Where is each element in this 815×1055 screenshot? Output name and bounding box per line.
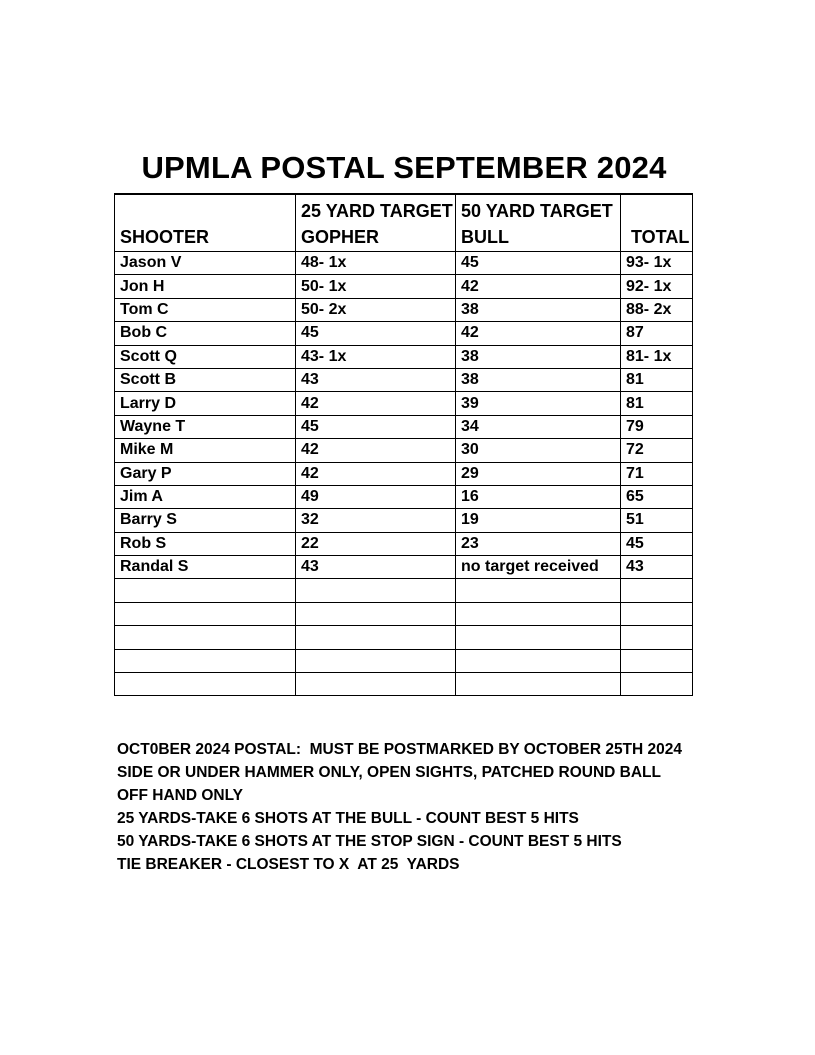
yard25-cell: 42 bbox=[296, 439, 456, 462]
yard25-cell: 22 bbox=[296, 532, 456, 555]
note-line: OCT0BER 2024 POSTAL: MUST BE POSTMARKED BY OCTOBER 25TH 2024 bbox=[117, 741, 683, 758]
table-row bbox=[115, 439, 693, 462]
yard50-cell: no target received bbox=[456, 556, 621, 579]
yard50-cell: 23 bbox=[456, 532, 621, 555]
shooter-cell: Scott B bbox=[115, 368, 296, 391]
empty-cell bbox=[456, 626, 621, 649]
table-row bbox=[115, 509, 693, 532]
header-shooter: SHOOTER bbox=[115, 194, 296, 252]
yard50-cell: 34 bbox=[456, 415, 621, 438]
table-row bbox=[115, 275, 693, 298]
note-line: SIDE OR UNDER HAMMER ONLY, OPEN SIGHTS, PATCHED ROUND BALL bbox=[117, 764, 661, 781]
shooter-cell: Tom C bbox=[115, 298, 296, 321]
yard50-cell: 29 bbox=[456, 462, 621, 485]
table-row bbox=[115, 345, 693, 368]
empty-row bbox=[115, 673, 693, 696]
empty-cell bbox=[115, 626, 296, 649]
table-row bbox=[115, 462, 693, 485]
shooter-cell: Randal S bbox=[115, 556, 296, 579]
table-header-row bbox=[115, 194, 693, 252]
table-row bbox=[115, 485, 693, 508]
empty-cell bbox=[456, 579, 621, 602]
header-50-yard: 50 YARD TARGET BULL bbox=[456, 194, 621, 252]
empty-row bbox=[115, 626, 693, 649]
shooter-cell: Scott Q bbox=[115, 345, 296, 368]
shooter-cell: Rob S bbox=[115, 532, 296, 555]
table-row bbox=[115, 415, 693, 438]
empty-cell bbox=[456, 673, 621, 696]
yard50-cell: 38 bbox=[456, 298, 621, 321]
total-cell: 81- 1x bbox=[621, 345, 693, 368]
total-cell: 45 bbox=[621, 532, 693, 555]
shooter-cell: Jon H bbox=[115, 275, 296, 298]
yard25-cell: 43 bbox=[296, 368, 456, 391]
empty-cell bbox=[115, 602, 296, 625]
empty-cell bbox=[296, 579, 456, 602]
yard25-cell: 42 bbox=[296, 462, 456, 485]
empty-cell bbox=[115, 673, 296, 696]
total-cell: 88- 2x bbox=[621, 298, 693, 321]
empty-cell bbox=[296, 649, 456, 672]
empty-cell bbox=[296, 673, 456, 696]
empty-cell bbox=[456, 649, 621, 672]
yard50-cell: 38 bbox=[456, 345, 621, 368]
table-row bbox=[115, 532, 693, 555]
empty-cell bbox=[296, 602, 456, 625]
total-cell: 71 bbox=[621, 462, 693, 485]
shooter-cell: Jason V bbox=[115, 252, 296, 275]
total-cell: 65 bbox=[621, 485, 693, 508]
table-row bbox=[115, 556, 693, 579]
empty-cell bbox=[621, 626, 693, 649]
empty-row bbox=[115, 649, 693, 672]
note-line: 50 YARDS-TAKE 6 SHOTS AT THE STOP SIGN - COUNT BEST 5 HITS bbox=[117, 833, 622, 850]
yard50-cell: 39 bbox=[456, 392, 621, 415]
empty-cell bbox=[621, 649, 693, 672]
empty-cell bbox=[296, 626, 456, 649]
empty-cell bbox=[621, 673, 693, 696]
note-line: OFF HAND ONLY bbox=[117, 787, 244, 804]
yard50-cell: 42 bbox=[456, 322, 621, 345]
total-cell: 93- 1x bbox=[621, 252, 693, 275]
yard25-cell: 43 bbox=[296, 556, 456, 579]
rules-notes bbox=[117, 738, 682, 876]
total-cell: 72 bbox=[621, 439, 693, 462]
table-row bbox=[115, 392, 693, 415]
yard50-cell: 38 bbox=[456, 368, 621, 391]
total-cell: 43 bbox=[621, 556, 693, 579]
total-cell: 51 bbox=[621, 509, 693, 532]
header-total: TOTAL bbox=[621, 194, 693, 252]
table-row bbox=[115, 322, 693, 345]
table-row bbox=[115, 368, 693, 391]
empty-cell bbox=[621, 579, 693, 602]
empty-cell bbox=[115, 649, 296, 672]
empty-row bbox=[115, 602, 693, 625]
yard25-cell: 45 bbox=[296, 322, 456, 345]
shooter-cell: Larry D bbox=[115, 392, 296, 415]
yard25-cell: 45 bbox=[296, 415, 456, 438]
table-row bbox=[115, 252, 693, 275]
shooter-cell: Bob C bbox=[115, 322, 296, 345]
total-cell: 87 bbox=[621, 322, 693, 345]
table-row bbox=[115, 298, 693, 321]
note-line: 25 YARDS-TAKE 6 SHOTS AT THE BULL - COUNT BEST 5 HITS bbox=[117, 810, 579, 827]
yard25-cell: 50- 2x bbox=[296, 298, 456, 321]
shooter-cell: Barry S bbox=[115, 509, 296, 532]
yard25-cell: 32 bbox=[296, 509, 456, 532]
empty-cell bbox=[456, 602, 621, 625]
shooter-cell: Mike M bbox=[115, 439, 296, 462]
empty-cell bbox=[115, 579, 296, 602]
yard50-cell: 30 bbox=[456, 439, 621, 462]
yard25-cell: 50- 1x bbox=[296, 275, 456, 298]
empty-cell bbox=[621, 602, 693, 625]
empty-row bbox=[115, 579, 693, 602]
shooter-cell: Wayne T bbox=[115, 415, 296, 438]
total-cell: 81 bbox=[621, 368, 693, 391]
total-cell: 92- 1x bbox=[621, 275, 693, 298]
shooter-cell: Gary P bbox=[115, 462, 296, 485]
yard50-cell: 19 bbox=[456, 509, 621, 532]
yard25-cell: 42 bbox=[296, 392, 456, 415]
scores-table bbox=[114, 193, 693, 696]
total-cell: 79 bbox=[621, 415, 693, 438]
header-25-yard: 25 YARD TARGET GOPHER bbox=[296, 194, 456, 252]
yard25-cell: 43- 1x bbox=[296, 345, 456, 368]
score-rows bbox=[115, 252, 693, 696]
yard25-cell: 49 bbox=[296, 485, 456, 508]
shooter-cell: Jim A bbox=[115, 485, 296, 508]
total-cell: 81 bbox=[621, 392, 693, 415]
yard50-cell: 45 bbox=[456, 252, 621, 275]
yard25-cell: 48- 1x bbox=[296, 252, 456, 275]
note-line: TIE BREAKER - CLOSEST TO X AT 25 YARDS bbox=[117, 856, 460, 873]
page-title: UPMLA POSTAL SEPTEMBER 2024 bbox=[141, 150, 667, 185]
yard50-cell: 42 bbox=[456, 275, 621, 298]
yard50-cell: 16 bbox=[456, 485, 621, 508]
